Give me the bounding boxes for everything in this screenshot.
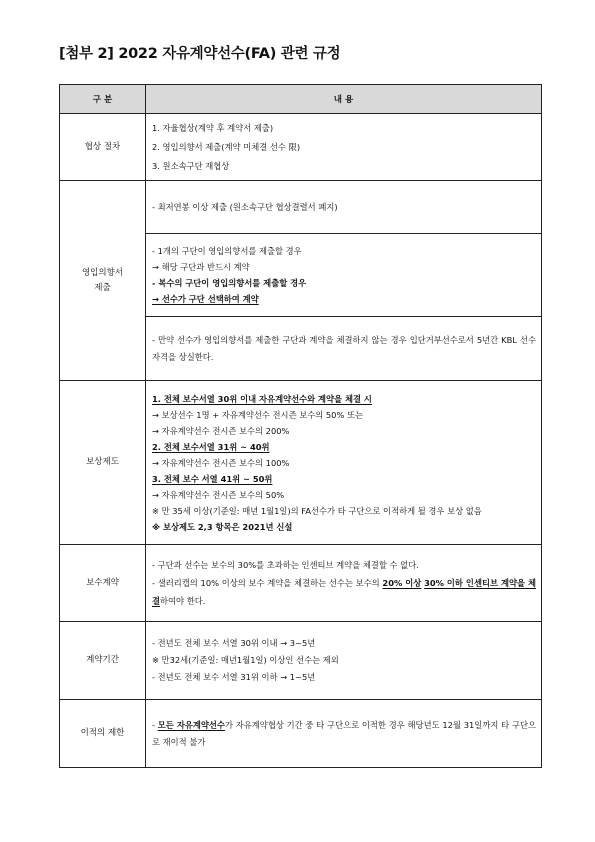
row-intent	[60, 181, 542, 381]
compensation-line: 2. 전체 보수서열 31위 ~ 40위	[152, 441, 270, 452]
content-salary	[146, 545, 542, 622]
period-line: ※ 만32세(기준일: 매년1월1일) 이상인 선수는 제외	[152, 655, 339, 665]
period-line: - 전년도 전체 보수 서열 31위 이하 → 1~5년	[152, 672, 316, 682]
intent-sub1-text: - 최저연봉 이상 제출 (원소속구단 협상결렬서 폐지)	[152, 202, 338, 212]
intent-sub2-line: - 1개의 구단이 영입의향서를 제출할 경우	[152, 246, 302, 256]
period-line: - 전년도 전체 보수 서열 30위 이내 → 3~5년	[152, 638, 316, 648]
compensation-line: 3. 전체 보수 서열 41위 ~ 50위	[152, 473, 273, 484]
label-compensation: 보상제도	[60, 381, 146, 545]
salary-line1: - 구단과 선수는 보수의 30%를 초과하는 인센티브 계약을 체결할 수 없다.	[152, 560, 419, 570]
salary-line2	[152, 574, 536, 610]
intent-sub2-line-bold-underline: → 선수가 구단 선택하여 계약	[152, 294, 259, 304]
salary-line2-post: 하여야 한다.	[160, 596, 206, 606]
negotiation-item: 3. 원소속구단 재협상	[152, 160, 230, 171]
label-intent-line2: 제출	[94, 282, 111, 293]
intent-sub2-line: → 해당 구단과 반드시 계약	[152, 262, 250, 272]
label-period: 계약기간	[60, 622, 146, 700]
label-intent-line1: 영입의향서	[81, 267, 124, 278]
transfer-text	[152, 717, 536, 751]
row-transfer	[60, 700, 542, 768]
negotiation-item: 1. 자율협상(계약 후 계약서 제출)	[152, 122, 274, 133]
negotiation-item: 2. 영입의향서 제출(계약 미체결 선수 限)	[152, 141, 301, 152]
label-transfer: 이적의 제한	[60, 700, 146, 768]
compensation-line: → 보상선수 1명 + 자유계약선수 전시즌 보수의 50% 또는	[152, 409, 364, 420]
intent-sub-contract-rule	[146, 233, 541, 316]
header-content: 내 용	[146, 85, 542, 114]
label-negotiation: 협상 절차	[60, 114, 146, 181]
transfer-post: 가 자유계약협상 기간 중 타 구단으로 이적한 경우 해당년도 12월 31일까지 타 구단으로 재이적 불가	[152, 719, 536, 747]
salary-line2-pre: - 샐러리캡의 10% 이상의 보수 계약을 체결하는 선수는 보수의	[152, 578, 383, 588]
content-transfer	[146, 700, 542, 768]
content-period	[146, 622, 542, 700]
compensation-line: → 자유계약선수 전시즌 보수의 100%	[152, 457, 290, 468]
compensation-note: ※ 만 35세 이상(기준일: 매년 1월1일)의 FA선수가 타 구단으로 이적하게 될 경우 보상 없음	[152, 505, 482, 516]
compensation-note-bold: ※ 보상제도 2,3 항목은 2021년 신설	[152, 521, 293, 532]
document-title: [첨부 2] 2022 자유계약선수(FA) 관련 규정	[59, 46, 341, 62]
label-intent	[60, 181, 146, 381]
label-salary: 보수계약	[60, 545, 146, 622]
compensation-line: → 자유계약선수 전시즌 보수의 200%	[152, 425, 290, 436]
salary-line2-em1: 20% 이상	[382, 578, 422, 588]
header-category: 구 분	[60, 85, 146, 114]
content-intent	[146, 181, 542, 381]
intent-sub-minimum-salary	[146, 181, 541, 233]
intent-sub-refusal	[146, 316, 541, 380]
fa-regulation-table	[59, 84, 542, 768]
content-negotiation	[146, 114, 542, 181]
row-period	[60, 622, 542, 700]
transfer-em: 모든 자유계약선수	[157, 719, 225, 730]
transfer-pre: -	[152, 719, 158, 730]
compensation-line: → 자유계약선수 전시즌 보수의 50%	[152, 489, 285, 500]
salary-line2-em2: 30% 이하 인센티브 계약을 체결	[152, 578, 537, 606]
table-header-row	[60, 85, 542, 114]
compensation-line: 1. 전체 보수서열 30위 이내 자유계약선수와 계약을 체결 시	[152, 393, 372, 404]
row-compensation	[60, 381, 542, 545]
intent-sub3-text: - 만약 선수가 영입의향서를 제출한 구단과 계약을 체결하지 않는 경우 입단거부선수로서 5년간 KBL 선수 자격을 상실한다.	[152, 334, 536, 362]
content-compensation	[146, 381, 542, 545]
row-negotiation	[60, 114, 542, 181]
row-salary	[60, 545, 542, 622]
intent-sub2-line-bold: - 복수의 구단이 영입의향서를 제출할 경우	[152, 278, 307, 288]
